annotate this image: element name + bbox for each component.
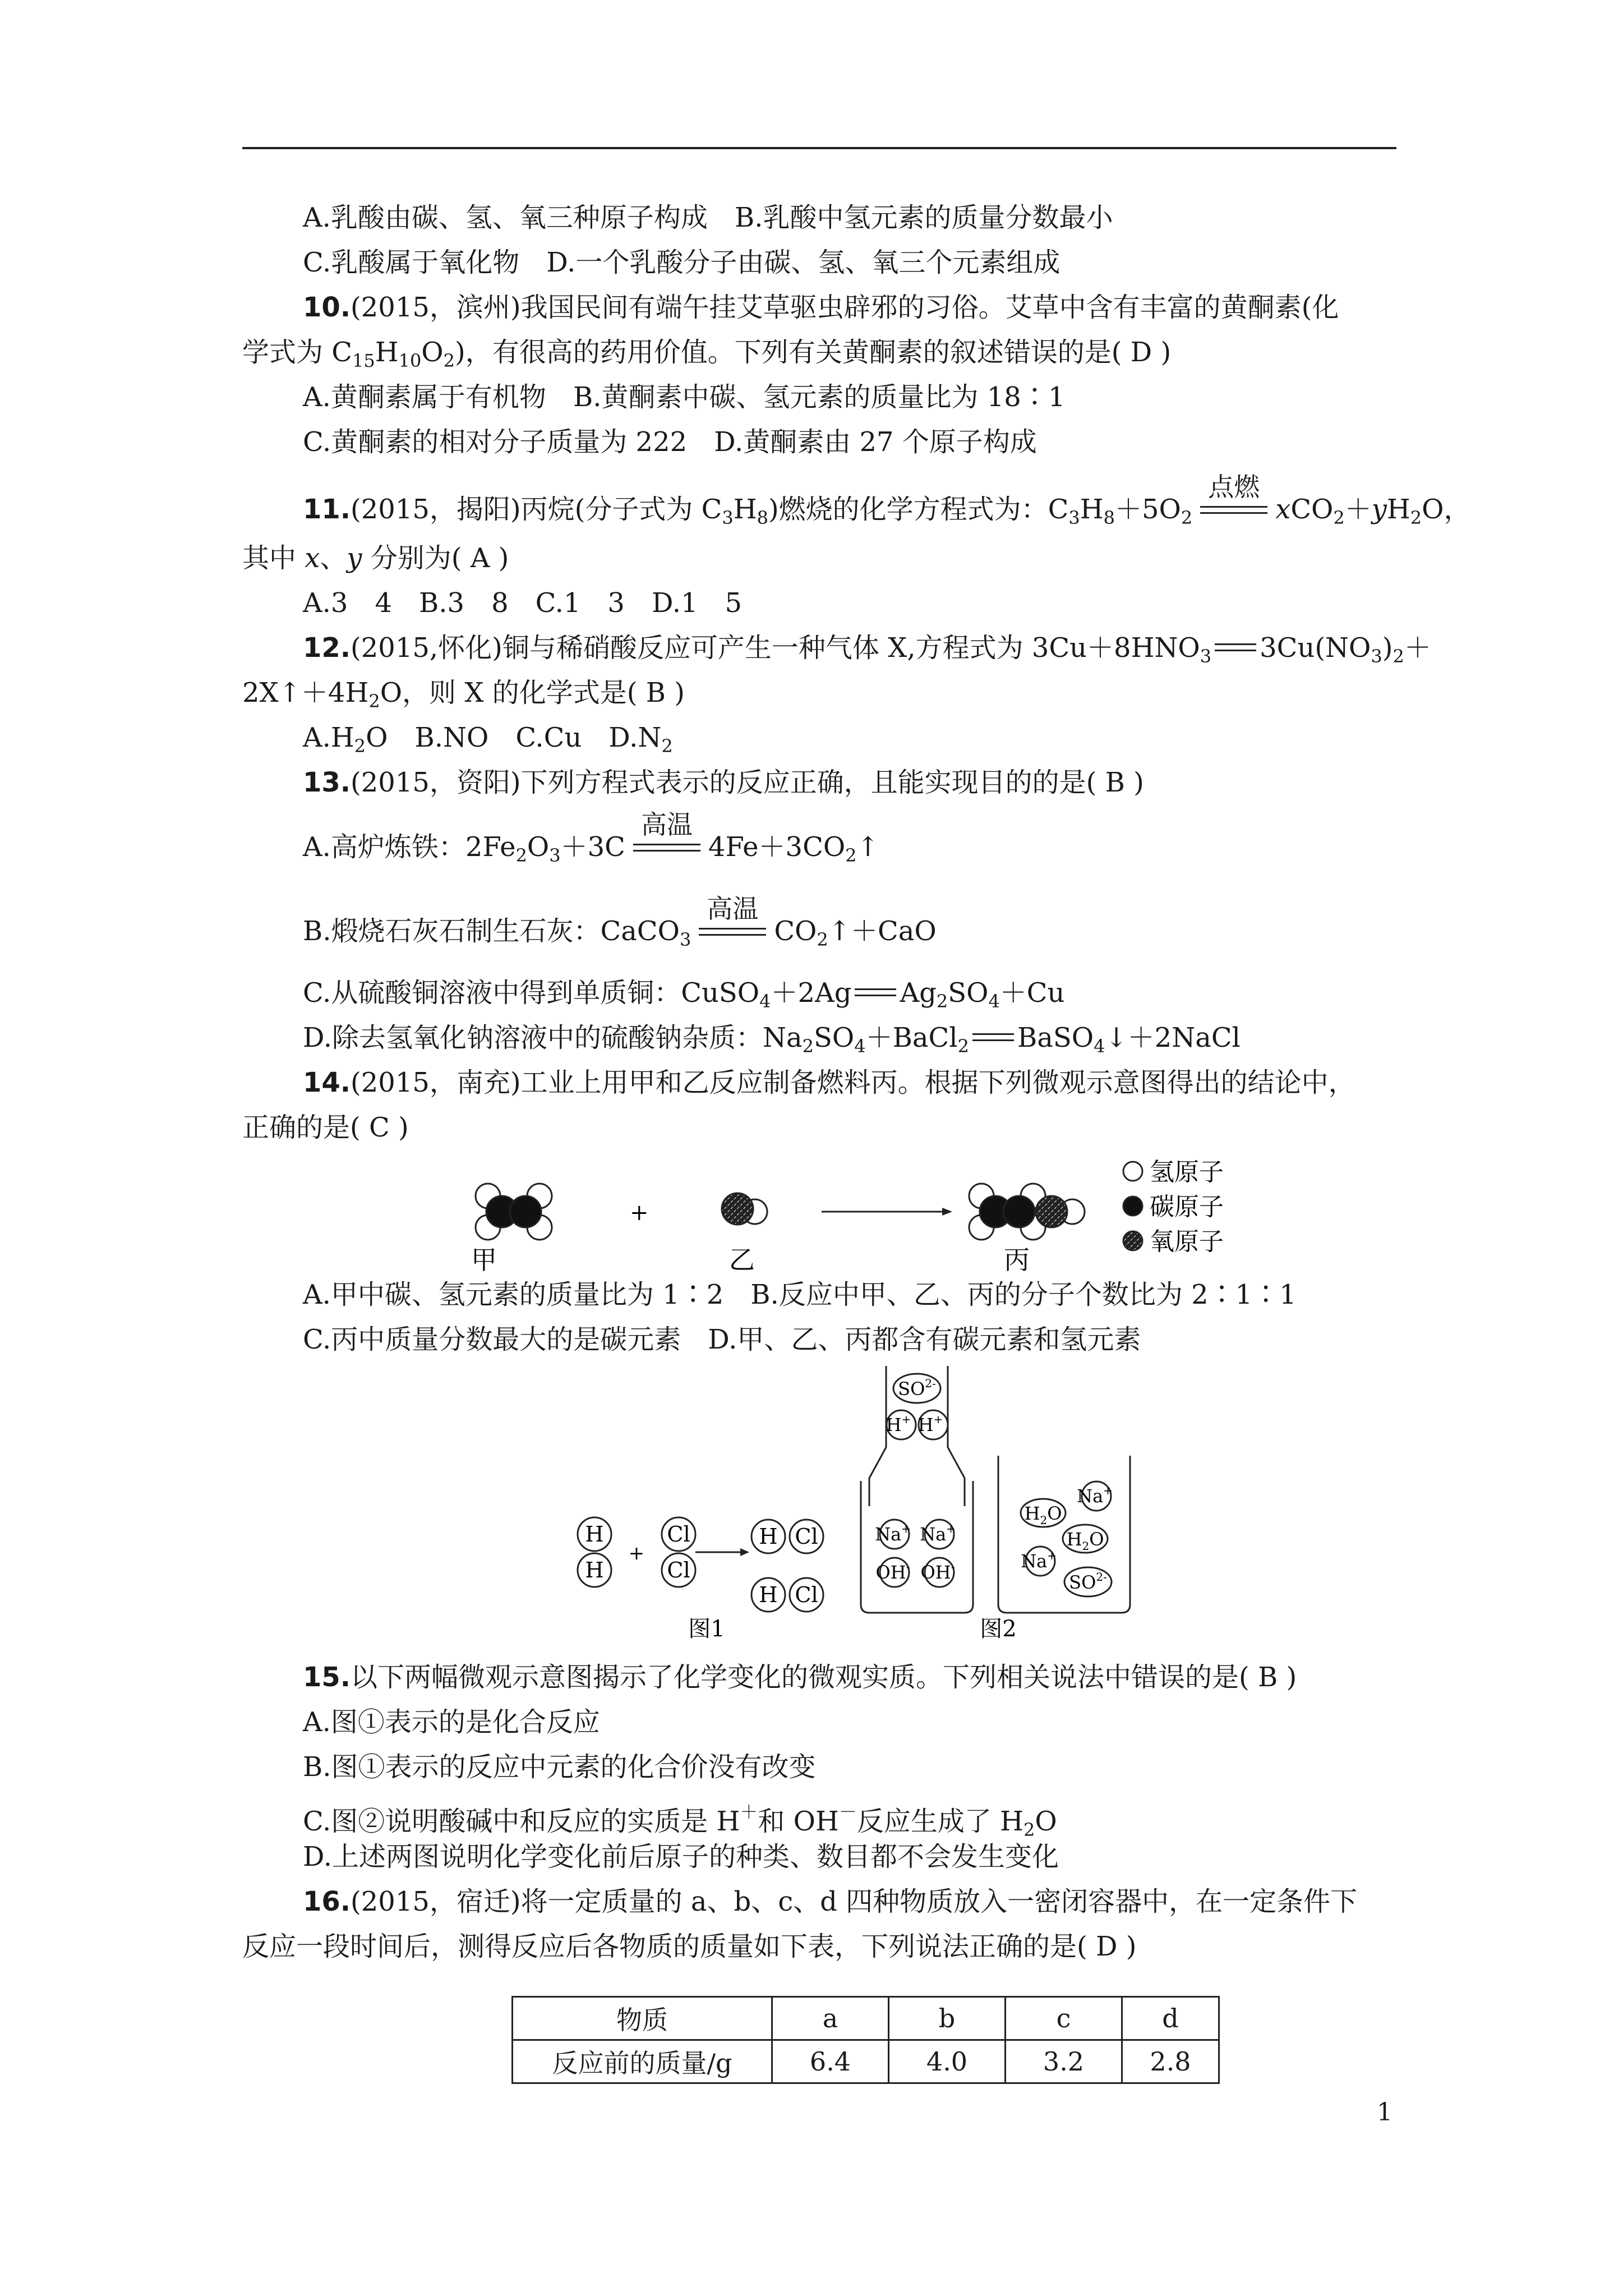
q13-number: 13. (303, 767, 351, 798)
q10-option-a: A.黄酮素属于有机物 (303, 381, 546, 413)
ion-so4: $SO^{2-}$ (1069, 1570, 1107, 1593)
q13-sub: 4 (854, 1036, 866, 1057)
q11-sub: 2 (1181, 507, 1193, 528)
q11-sub: 3 (1068, 507, 1080, 528)
q11-var-x: x (1275, 494, 1291, 525)
q13-text: D.除去氢氧化钠溶液中的硫酸钠杂质：Na (303, 1022, 803, 1053)
ion-na: Na+ (920, 1522, 956, 1545)
q14-option-b: B.反应中甲、乙、丙的分子个数比为 2∶1∶1 (750, 1279, 1297, 1310)
q15-option-d: D.上述两图说明化学变化前后原子的种类、数目都不会发生变化 (303, 1841, 1059, 1872)
q13-sub: 2 (957, 1036, 969, 1057)
q15-text: O (1035, 1806, 1057, 1837)
q14-text: (2015，南充)工业上用甲和乙反应制备燃料丙。根据下列微观示意图得出的结论中， (351, 1067, 1355, 1098)
q15-stem (303, 1660, 1297, 1694)
q12-sub: 2 (1393, 646, 1404, 667)
molecule-h2o: $H_2O$ (1024, 1503, 1062, 1527)
q15-option-c (303, 1795, 1057, 1847)
q10-sub: 2 (443, 350, 455, 371)
condition-label: 点燃 (1208, 472, 1260, 502)
q15-option-b: B.图①表示的反应中元素的化合价没有改变 (303, 1751, 816, 1783)
q12-sub: 3 (1200, 646, 1212, 667)
q15-sub: 2 (1023, 1819, 1035, 1841)
atom-h: H (759, 1582, 778, 1607)
q11-text: H (1386, 494, 1410, 525)
q10-stem-line1 (303, 291, 1339, 324)
q10-text: )，有很高的药用价值。下列有关黄酮素的叙述错误的是( D ) (455, 337, 1172, 368)
figure-1 (578, 1517, 823, 1642)
q13-text: ＋BaCl (865, 1022, 958, 1053)
q13-sub: 4 (759, 991, 771, 1012)
q11-text: ＋ (1344, 494, 1372, 525)
plus-sign: + (628, 1542, 645, 1565)
q11-sub: 3 (722, 507, 734, 528)
atom-h: H (585, 1522, 604, 1547)
q13-option-d (303, 1021, 1241, 1063)
q16-data-table (511, 1996, 1220, 2084)
q10-text: 学式为 C (242, 337, 352, 368)
label-yi: 乙 (729, 1245, 755, 1275)
q16-stem-line2: 反应一段时间后，测得反应后各物质的质量如下表，下列说法正确的是( D ) (242, 1931, 1137, 1962)
condition-label: 高温 (707, 894, 759, 924)
q9-option-b: B.乳酸中氢元素的质量分数最小 (734, 202, 1113, 233)
q11-text: (2015，揭阳)丙烷(分子式为 C (351, 494, 722, 525)
q9-options-line2 (303, 246, 1060, 279)
q14-stem-line2: 正确的是( C ) (242, 1112, 409, 1143)
q13-sub: 2 (936, 991, 948, 1012)
q11-var-x: x (305, 542, 320, 574)
q14-option-c: C.丙中质量分数最大的是碳元素 (303, 1324, 681, 1355)
q13-sub: 3 (679, 929, 691, 950)
q13-text: SO (948, 977, 989, 1009)
q12-text: (2015,怀化)铜与稀硝酸反应可产生一种气体 X,方程式为 3Cu＋8HNO (351, 632, 1200, 664)
q13-sub: 4 (988, 991, 1000, 1012)
table-header-cell: d (1122, 1997, 1219, 2040)
q10-sub: 15 (352, 350, 375, 371)
q9-option-d: D.一个乳酸分子由碳、氢、氧三个元素组成 (546, 247, 1061, 278)
equals-sign (1215, 643, 1256, 651)
table-row (513, 2040, 1219, 2083)
q11-text: O， (1422, 494, 1471, 525)
q12-text: ＋ (1404, 632, 1431, 664)
table-cell: 反应前的质量/g (513, 2040, 772, 2083)
q15-number: 15. (303, 1662, 351, 1693)
table-header-cell: 物质 (513, 1997, 772, 2040)
q13-text: ↑ (856, 831, 879, 863)
q12-number: 12. (303, 632, 351, 664)
q11-sub: 2 (1333, 507, 1345, 528)
q12-text: ) (1382, 632, 1393, 664)
ion-na: Na+ (1021, 1549, 1057, 1572)
label-jia: 甲 (471, 1245, 497, 1275)
ion-h: H+ (917, 1412, 943, 1435)
q15-option-a: A.图①表示的是化合反应 (303, 1706, 600, 1738)
q11-text: 分别为( A ) (362, 542, 509, 574)
q9-option-a: A.乳酸由碳、氢、氧三种原子构成 (303, 202, 708, 233)
reaction-condition (699, 894, 766, 941)
table-cell: 2.8 (1122, 2040, 1219, 2083)
q13-text: ↓＋2NaCl (1105, 1022, 1241, 1053)
q10-stem-a: (2015，滨州)我国民间有端午挂艾草驱虫辟邪的习俗。艾草中含有丰富的黄酮素(化 (351, 292, 1339, 323)
q13-stem (303, 766, 1144, 799)
q13-text: ＋Cu (999, 977, 1065, 1009)
header-rule (242, 147, 1396, 149)
q12-sub: 3 (1371, 646, 1382, 667)
q12-stem-line1 (303, 631, 1431, 673)
q13-sub: 4 (1094, 1036, 1105, 1057)
q13-text: BaSO (1017, 1022, 1094, 1053)
q12-sub: 2 (354, 735, 366, 757)
q11-sub: 8 (1103, 507, 1115, 528)
molecule-yi (722, 1193, 767, 1225)
q13-sub: 2 (845, 845, 857, 866)
condition-label: 高温 (640, 809, 693, 840)
legend-carbon-label: 碳原子 (1150, 1193, 1224, 1221)
q11-sub: 2 (1410, 507, 1422, 528)
table-header-cell: b (889, 1997, 1006, 2040)
molecule-jia (476, 1184, 552, 1240)
q12-text: 3Cu(NO (1260, 632, 1371, 664)
q11-text: )燃烧的化学方程式为：C (768, 494, 1069, 525)
label-bing: 丙 (1004, 1245, 1030, 1275)
table-cell: 6.4 (772, 2040, 889, 2083)
ion-oh: OH- (920, 1560, 955, 1583)
reaction-condition (633, 809, 700, 857)
q14-stem-line1 (303, 1066, 1355, 1099)
q13-option-c (303, 976, 1064, 1018)
q11-text: CO (1290, 494, 1334, 525)
plus-sign: + (630, 1200, 649, 1226)
q11-stem-line2 (242, 541, 509, 575)
q11-text: 其中 (242, 542, 305, 574)
q10-option-d: D.黄酮素由 27 个原子构成 (714, 426, 1037, 458)
q15-text: 反应生成了 H (856, 1806, 1024, 1837)
q13-text: O (527, 831, 550, 863)
q12-text: A.H (303, 722, 354, 753)
double-line (1200, 506, 1267, 514)
atom-cl: Cl (667, 1558, 690, 1582)
figure-2 (861, 1366, 1130, 1642)
q10-text: O (421, 337, 444, 368)
q10-number: 10. (303, 292, 351, 323)
q12-text: O，则 X 的化学式是( B ) (380, 677, 685, 708)
q13-sub: 3 (549, 845, 561, 866)
q12-sub: 2 (661, 735, 673, 757)
legend-oxygen-label: 氧原子 (1150, 1227, 1224, 1256)
q11-sub: 8 (757, 507, 768, 528)
legend-carbon-icon (1123, 1197, 1142, 1216)
ion-na: Na+ (875, 1522, 911, 1545)
q13-text: ＋2Ag (771, 977, 852, 1009)
q14-molecule-diagram (449, 1150, 1346, 1279)
q10-text: H (375, 337, 399, 368)
legend-oxygen-icon (1123, 1231, 1142, 1250)
q15-text: 和 OH (758, 1806, 839, 1837)
equals-sign (972, 1033, 1014, 1041)
double-line (633, 844, 700, 852)
q14-option-a: A.甲中碳、氢元素的质量比为 1∶2 (303, 1279, 724, 1310)
ion-h: H+ (886, 1412, 911, 1435)
table-header-cell: a (772, 1997, 889, 2040)
molecule-bing (969, 1184, 1085, 1240)
legend-hydrogen-icon (1123, 1162, 1142, 1181)
atom-cl: Cl (795, 1524, 818, 1549)
q10-option-c: C.黄酮素的相对分子质量为 222 (303, 426, 688, 458)
table-header-cell: c (1006, 1997, 1122, 2040)
atom-h: H (585, 1558, 604, 1582)
atom-h: H (759, 1524, 778, 1549)
q13-sub: 2 (802, 1036, 814, 1057)
q13-text: A.高炉炼铁：2Fe (303, 831, 516, 863)
q13-text: 4Fe＋3CO (708, 831, 846, 863)
q9-options-line1 (303, 201, 1113, 234)
table-row (513, 1997, 1219, 2040)
q13-text: Ag (900, 977, 937, 1009)
reaction-arrow (822, 1208, 952, 1216)
ion-na: Na+ (1077, 1484, 1113, 1507)
q12-sub: 2 (368, 691, 380, 712)
q16-stem-line1 (303, 1885, 1357, 1918)
q14-options-line2 (303, 1323, 1141, 1356)
q11-text: H (1080, 494, 1104, 525)
q15-text: C.图②说明酸碱中和反应的实质是 H (303, 1806, 740, 1837)
q11-text: H (733, 494, 757, 525)
q13-sub: 2 (515, 845, 527, 866)
q15-figures (555, 1366, 1150, 1658)
reaction-condition (1200, 472, 1267, 519)
q12-text: 2X↑＋4H (242, 677, 369, 708)
q13-option-b (303, 894, 937, 956)
q15-sup: － (838, 1801, 857, 1823)
q11-var-y: y (347, 542, 362, 574)
q10-sub: 10 (398, 350, 422, 371)
fig1-caption: 图1 (688, 1616, 725, 1642)
legend (1123, 1158, 1224, 1256)
q13-option-a (303, 809, 879, 872)
q10-option-b: B.黄酮素中碳、氢元素的质量比为 18∶1 (573, 381, 1066, 413)
q13-sub: 2 (817, 929, 828, 950)
q10-options-line1 (303, 380, 1065, 414)
atom-cl: Cl (795, 1582, 818, 1607)
q10-stem-line2 (242, 335, 1171, 378)
double-line (699, 928, 766, 936)
q13-text: (2015，资阳)下列方程式表示的反应正确，且能实现目的的是( B ) (351, 767, 1144, 798)
q13-text: SO (814, 1022, 855, 1053)
q11-stem-line1 (303, 472, 1471, 535)
q12-text: O B.NO C.Cu D.N (366, 722, 662, 753)
q11-options: A.3 4 B.3 8 C.1 3 D.1 5 (303, 587, 743, 619)
q14-options-line1 (303, 1278, 1297, 1312)
q14-number: 14. (303, 1067, 351, 1098)
molecule-h2o: $H_2O$ (1066, 1529, 1104, 1553)
q12-options (303, 721, 673, 763)
equals-sign (855, 988, 896, 996)
q11-number: 11. (303, 494, 351, 525)
q13-text: B.煅烧石灰石制生石灰：CaCO (303, 915, 680, 947)
q16-text: (2015，宿迁)将一定质量的 a、b、c、d 四种物质放入一密闭容器中，在一定条件下 (351, 1886, 1358, 1917)
q12-stem-line2 (242, 676, 685, 718)
q15-text: 以下两幅微观示意图揭示了化学变化的微观实质。下列相关说法中错误的是( B ) (351, 1662, 1297, 1693)
table-cell: 3.2 (1006, 2040, 1122, 2083)
legend-hydrogen-label: 氢原子 (1150, 1158, 1224, 1186)
q13-text: ＋3C (560, 831, 625, 863)
q11-var-y: y (1371, 494, 1387, 525)
page-number: 1 (1377, 2098, 1393, 2127)
fig2-caption: 图2 (980, 1616, 1017, 1642)
q9-option-c: C.乳酸属于氧化物 (303, 247, 520, 278)
q10-options-line2 (303, 425, 1037, 459)
q13-text: CO (774, 915, 817, 947)
q11-text: ＋5O (1114, 494, 1181, 525)
q16-number: 16. (303, 1886, 351, 1917)
ion-oh: OH- (875, 1560, 910, 1583)
table-cell: 4.0 (889, 2040, 1006, 2083)
q15-sup: ＋ (740, 1801, 758, 1823)
q14-option-d: D.甲、乙、丙都含有碳元素和氢元素 (708, 1324, 1141, 1355)
ion-so4: $SO^{2-}$ (898, 1377, 936, 1400)
q13-text: ↑＋CaO (828, 915, 937, 947)
q11-text: 、 (320, 542, 347, 574)
atom-cl: Cl (667, 1522, 690, 1547)
q13-text: C.从硫酸铜溶液中得到单质铜：CuSO (303, 977, 760, 1009)
